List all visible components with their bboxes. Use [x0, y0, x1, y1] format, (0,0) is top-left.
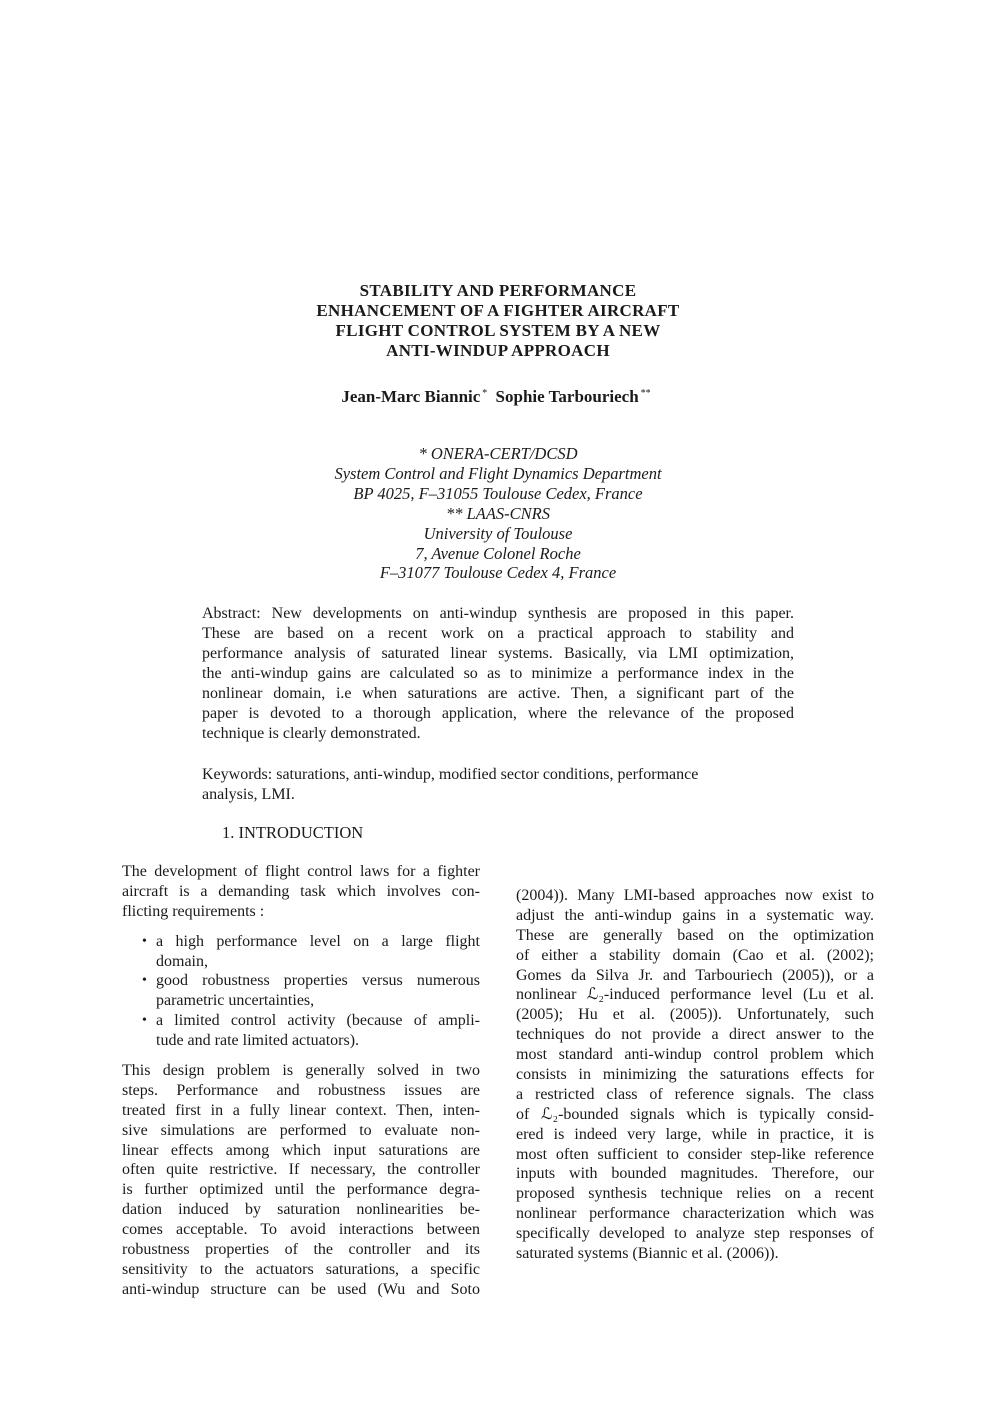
keywords-line: analysis, LMI. [202, 786, 295, 803]
author-name: Jean-Marc Biannic [341, 387, 481, 406]
left-column [122, 862, 480, 1300]
keywords-line: Keywords: saturations, anti-windup, modified sector conditions, performance [202, 766, 699, 783]
body-line: nonlinear ℒ₂-induced performance level (Lu et al. [516, 986, 874, 1004]
body-line: most often sufficient to consider step-like reference [516, 1145, 874, 1163]
body-line: The development of flight control laws for a fighter [122, 863, 480, 880]
body-line: adjust the anti-windup gains in a systematic way. [516, 906, 874, 924]
body-line: often quite restrictive. If necessary, the controller [122, 1161, 480, 1179]
body-line: of ℒ₂-bounded signals which is typically consid- [516, 1105, 874, 1123]
affiliations [200, 444, 796, 583]
body-line: specifically developed to analyze step responses of [516, 1225, 874, 1243]
body-line: techniques do not provide a direct answer to the [516, 1026, 874, 1044]
body-line: flicting requirements : [122, 902, 265, 920]
bullet-icon: • [142, 973, 147, 989]
abstract-line: nonlinear domain, i.e when saturations are active. Then, a significant part of the [202, 685, 794, 702]
author-affiliation-mark: * [482, 388, 488, 399]
body-line: most standard anti-windup control problem which [516, 1046, 874, 1064]
body-line: anti-windup structure can be used (Wu and Soto [122, 1280, 480, 1298]
author-name: Sophie Tarbouriech [495, 387, 639, 406]
abstract-line: technique is clearly demonstrated. [202, 725, 421, 742]
abstract-line: paper is devoted to a thorough application, where the relevance of the proposed [202, 705, 794, 722]
list-item-line: good robustness properties versus numerous [156, 972, 480, 990]
author-affiliation-mark: ** [640, 388, 651, 399]
body-line: robustness properties of the controller and its [122, 1241, 480, 1259]
body-line: linear effects among which input saturations are [122, 1141, 480, 1159]
affiliation-line: ** LAAS-CNRS [445, 503, 551, 523]
list-item-line: a limited control activity (because of ampli- [156, 1012, 480, 1030]
affiliation-line: F–31077 Toulouse Cedex 4, France [379, 563, 617, 583]
body-line: This design problem is generally solved in two [122, 1062, 480, 1080]
section-heading: 1. INTRODUCTION [222, 823, 364, 842]
list-item [122, 1011, 480, 1051]
paper-title [200, 281, 796, 361]
body-line: steps. Performance and robustness issues are [122, 1081, 480, 1099]
list-item [122, 971, 480, 1011]
body-line: proposed synthesis technique relies on a recent [516, 1185, 874, 1203]
body-line: (2005); Hu et al. (2005)). Unfortunately, such [516, 1006, 874, 1024]
body-line: inputs with bounded magnitudes. Therefore, our [516, 1165, 874, 1183]
list-item-line: tude and rate limited actuators). [156, 1032, 360, 1050]
body-line: ered is indeed very large, while in practice, it is [516, 1125, 874, 1143]
bullet-icon: • [142, 933, 147, 949]
body-line: is further optimized until the performance degra- [122, 1181, 480, 1199]
body-line: Gomes da Silva Jr. and Tarbouriech (2005)), or a [516, 966, 874, 984]
authors-line [200, 383, 796, 408]
requirements-list [122, 932, 480, 1051]
list-item-line: parametric uncertainties, [156, 992, 315, 1010]
affiliation-line: System Control and Flight Dynamics Department [334, 463, 662, 483]
bullet-icon: • [142, 1013, 147, 1029]
title-line: FLIGHT CONTROL SYSTEM BY A NEW [335, 321, 661, 340]
list-item-line: a high performance level on a large flight [156, 932, 480, 950]
list-item-line: domain, [156, 952, 208, 970]
body-line: nonlinear performance characterization which was [516, 1205, 874, 1223]
body-line: a restricted class of reference signals. The class [516, 1085, 874, 1103]
body-line: consists in minimizing the saturations effects for [516, 1066, 874, 1084]
body-line: These are generally based on the optimization [516, 926, 874, 944]
abstract-line: Abstract: New developments on anti-windup synthesis are proposed in this paper. [202, 605, 794, 622]
body-line: treated first in a fully linear context. Then, inten- [122, 1101, 480, 1119]
abstract-line: performance analysis of saturated linear systems. Basically, via LMI optimization, [202, 645, 794, 662]
body-line: sensitivity to the actuators saturations, a specific [122, 1260, 480, 1278]
body-line: comes acceptable. To avoid interactions between [122, 1221, 480, 1239]
affiliation-line: University of Toulouse [423, 523, 573, 543]
keywords [202, 765, 794, 805]
abstract [202, 604, 794, 744]
list-item [122, 932, 480, 972]
abstract-line: the anti-windup gains are calculated so as to minimize a performance index in the [202, 665, 794, 682]
affiliation-line: 7, Avenue Colonel Roche [415, 543, 581, 563]
right-column [516, 886, 874, 1264]
affiliation-line: BP 4025, F–31055 Toulouse Cedex, France [353, 483, 643, 503]
body-line: dation induced by saturation nonlinearities be- [122, 1201, 480, 1219]
title-line: STABILITY AND PERFORMANCE [359, 281, 637, 300]
title-line: ANTI-WINDUP APPROACH [386, 341, 610, 360]
body-line: aircraft is a demanding task which involves con- [122, 882, 480, 900]
body-line: (2004)). Many LMI-based approaches now exist to [516, 887, 874, 904]
abstract-line: These are based on a recent work on a practical approach to stability and [202, 625, 794, 642]
body-line: sive simulations are performed to evaluate non- [122, 1121, 480, 1139]
body-line: saturated systems (Biannic et al. (2006)). [516, 1245, 779, 1263]
title-line: ENHANCEMENT OF A FIGHTER AIRCRAFT [316, 301, 680, 320]
body-line: of either a stability domain (Cao et al. (2002); [516, 946, 874, 964]
affiliation-line: * ONERA-CERT/DCSD [418, 444, 578, 463]
